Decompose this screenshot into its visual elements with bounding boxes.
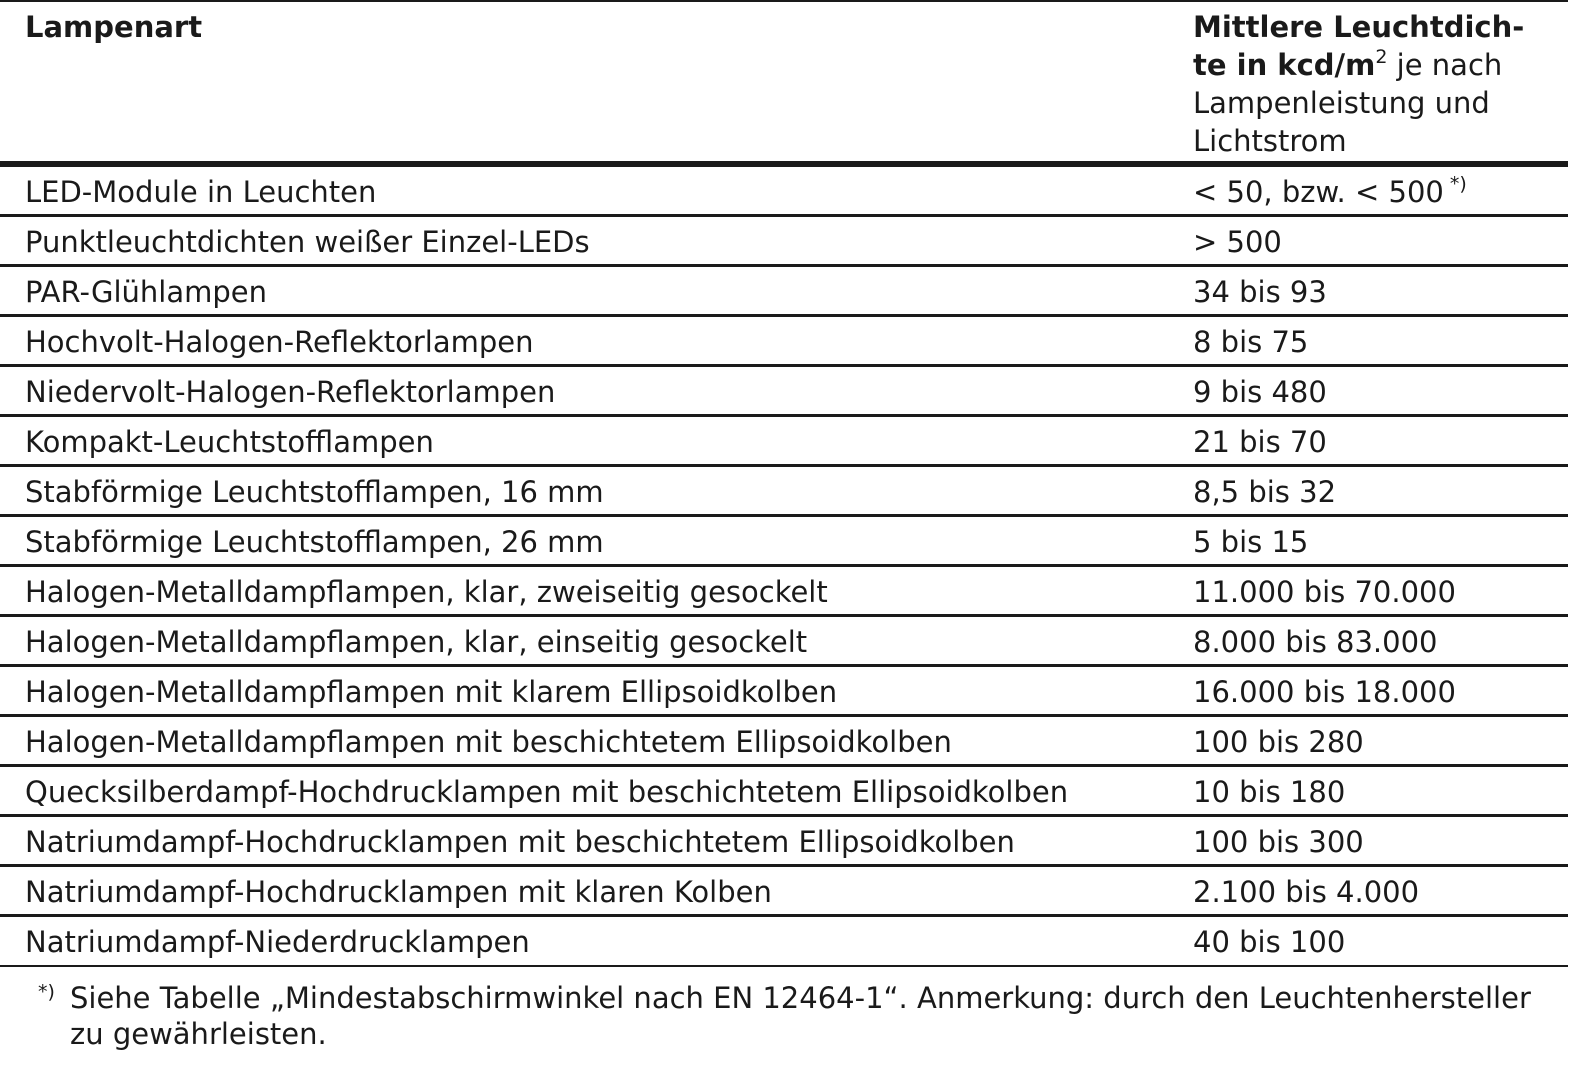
table-row bbox=[0, 567, 1568, 617]
header-luminance-text-2: Lampenleistung und bbox=[1193, 86, 1490, 120]
lamp-type-cell: Natriumdampf-Niederdrucklampen bbox=[25, 925, 530, 959]
lamp-type-cell: Quecksilberdampf-Hochdrucklampen mit beschichtetem Ellipsoidkolben bbox=[25, 775, 1069, 809]
table-row bbox=[0, 267, 1568, 317]
luminance-cell bbox=[1193, 274, 1327, 310]
table-row bbox=[0, 867, 1568, 917]
table-header bbox=[0, 2, 1568, 167]
luminance-value: 100 bis 280 bbox=[1193, 725, 1364, 759]
footnote-text-line-2: zu gewährleisten. bbox=[70, 1017, 327, 1051]
footnote-text bbox=[70, 980, 1570, 1052]
luminance-cell bbox=[1193, 424, 1327, 460]
lamp-type-cell: Stabförmige Leuchtstofflampen, 16 mm bbox=[25, 475, 604, 509]
luminance-cell bbox=[1193, 524, 1308, 560]
luminance-cell bbox=[1193, 674, 1456, 710]
header-luminance-bold-2: te in kcd/m bbox=[1193, 48, 1376, 82]
lamp-type-cell: Halogen-Metalldampflampen mit klarem Ellipsoidkolben bbox=[25, 675, 838, 709]
footnote-reference: *) bbox=[1449, 173, 1467, 195]
luminance-cell bbox=[1193, 724, 1364, 760]
luminance-cell bbox=[1193, 224, 1282, 260]
footnote-mark: *) bbox=[38, 981, 55, 1003]
lamp-type-cell: PAR-Glühlampen bbox=[25, 275, 267, 309]
luminance-value: 34 bis 93 bbox=[1193, 275, 1327, 309]
table-row bbox=[0, 317, 1568, 367]
lamp-type-cell: Hochvolt-Halogen-Reflektorlampen bbox=[25, 325, 534, 359]
table-row bbox=[0, 617, 1568, 667]
lamp-type-cell: Natriumdampf-Hochdrucklampen mit klaren Kolben bbox=[25, 875, 772, 909]
luminance-cell bbox=[1193, 574, 1456, 610]
header-luminance-text-1: je nach bbox=[1387, 48, 1503, 82]
table-row bbox=[0, 817, 1568, 867]
luminance-value: 8,5 bis 32 bbox=[1193, 475, 1337, 509]
luminance-value: 21 bis 70 bbox=[1193, 425, 1327, 459]
lamp-type-cell: Punktleuchtdichten weißer Einzel-LEDs bbox=[25, 225, 590, 259]
table-row bbox=[0, 467, 1568, 517]
luminance-value: 8.000 bis 83.000 bbox=[1193, 625, 1438, 659]
lamp-type-cell: Halogen-Metalldampflampen mit beschichtetem Ellipsoidkolben bbox=[25, 725, 952, 759]
luminance-value: 8 bis 75 bbox=[1193, 325, 1309, 359]
table-row bbox=[0, 417, 1568, 467]
luminance-cell bbox=[1193, 324, 1308, 360]
header-luminance bbox=[1193, 8, 1563, 160]
luminance-cell bbox=[1193, 374, 1327, 410]
lamp-type-cell: Stabförmige Leuchtstofflampen, 26 mm bbox=[25, 525, 604, 559]
header-luminance-bold-1: Mittlere Leuchtdich- bbox=[1193, 10, 1525, 44]
luminance-value: 100 bis 300 bbox=[1193, 825, 1364, 859]
luminance-cell bbox=[1193, 624, 1438, 660]
table-row bbox=[0, 367, 1568, 417]
luminance-value: 9 bis 480 bbox=[1193, 375, 1327, 409]
luminance-value: 5 bis 15 bbox=[1193, 525, 1309, 559]
table-row bbox=[0, 517, 1568, 567]
header-lamp-type: Lampenart bbox=[25, 10, 203, 44]
luminance-cell bbox=[1193, 174, 1467, 210]
table-row bbox=[0, 717, 1568, 767]
luminance-value: < 50, bzw. < 500 bbox=[1193, 175, 1444, 209]
lamp-type-cell: Halogen-Metalldampflampen, klar, einseitig gesockelt bbox=[25, 625, 808, 659]
luminance-value: 11.000 bis 70.000 bbox=[1193, 575, 1456, 609]
luminance-value: 2.100 bis 4.000 bbox=[1193, 875, 1420, 909]
luminance-cell bbox=[1193, 824, 1364, 860]
table-row bbox=[0, 667, 1568, 717]
luminance-value: 40 bis 100 bbox=[1193, 925, 1346, 959]
luminance-cell bbox=[1193, 474, 1336, 510]
table-row bbox=[0, 767, 1568, 817]
header-luminance-text-3: Lichtstrom bbox=[1193, 124, 1347, 158]
luminance-cell bbox=[1193, 924, 1345, 960]
luminance-value: 16.000 bis 18.000 bbox=[1193, 675, 1456, 709]
table-body bbox=[0, 167, 1568, 967]
luminance-value: 10 bis 180 bbox=[1193, 775, 1346, 809]
table-row bbox=[0, 167, 1568, 217]
lamp-type-cell: Niedervolt-Halogen-Reflektorlampen bbox=[25, 375, 556, 409]
lamp-type-cell: LED-Module in Leuchten bbox=[25, 175, 377, 209]
footnote-text-line-1: Siehe Tabelle „Mindestabschirmwinkel nach EN 12464-1“. Anmerkung: durch den Leuchtenhersteller bbox=[70, 981, 1531, 1015]
lamp-type-cell: Halogen-Metalldampflampen, klar, zweiseitig gesockelt bbox=[25, 575, 828, 609]
table-row bbox=[0, 917, 1568, 967]
lamp-type-cell: Kompakt-Leuchtstofflampen bbox=[25, 425, 434, 459]
table-row bbox=[0, 217, 1568, 267]
luminance-value: > 500 bbox=[1193, 225, 1282, 259]
luminance-cell bbox=[1193, 874, 1419, 910]
lamp-type-cell: Natriumdampf-Hochdrucklampen mit beschichtetem Ellipsoidkolben bbox=[25, 825, 1015, 859]
header-unit-exponent: 2 bbox=[1375, 46, 1388, 68]
luminance-cell bbox=[1193, 774, 1345, 810]
